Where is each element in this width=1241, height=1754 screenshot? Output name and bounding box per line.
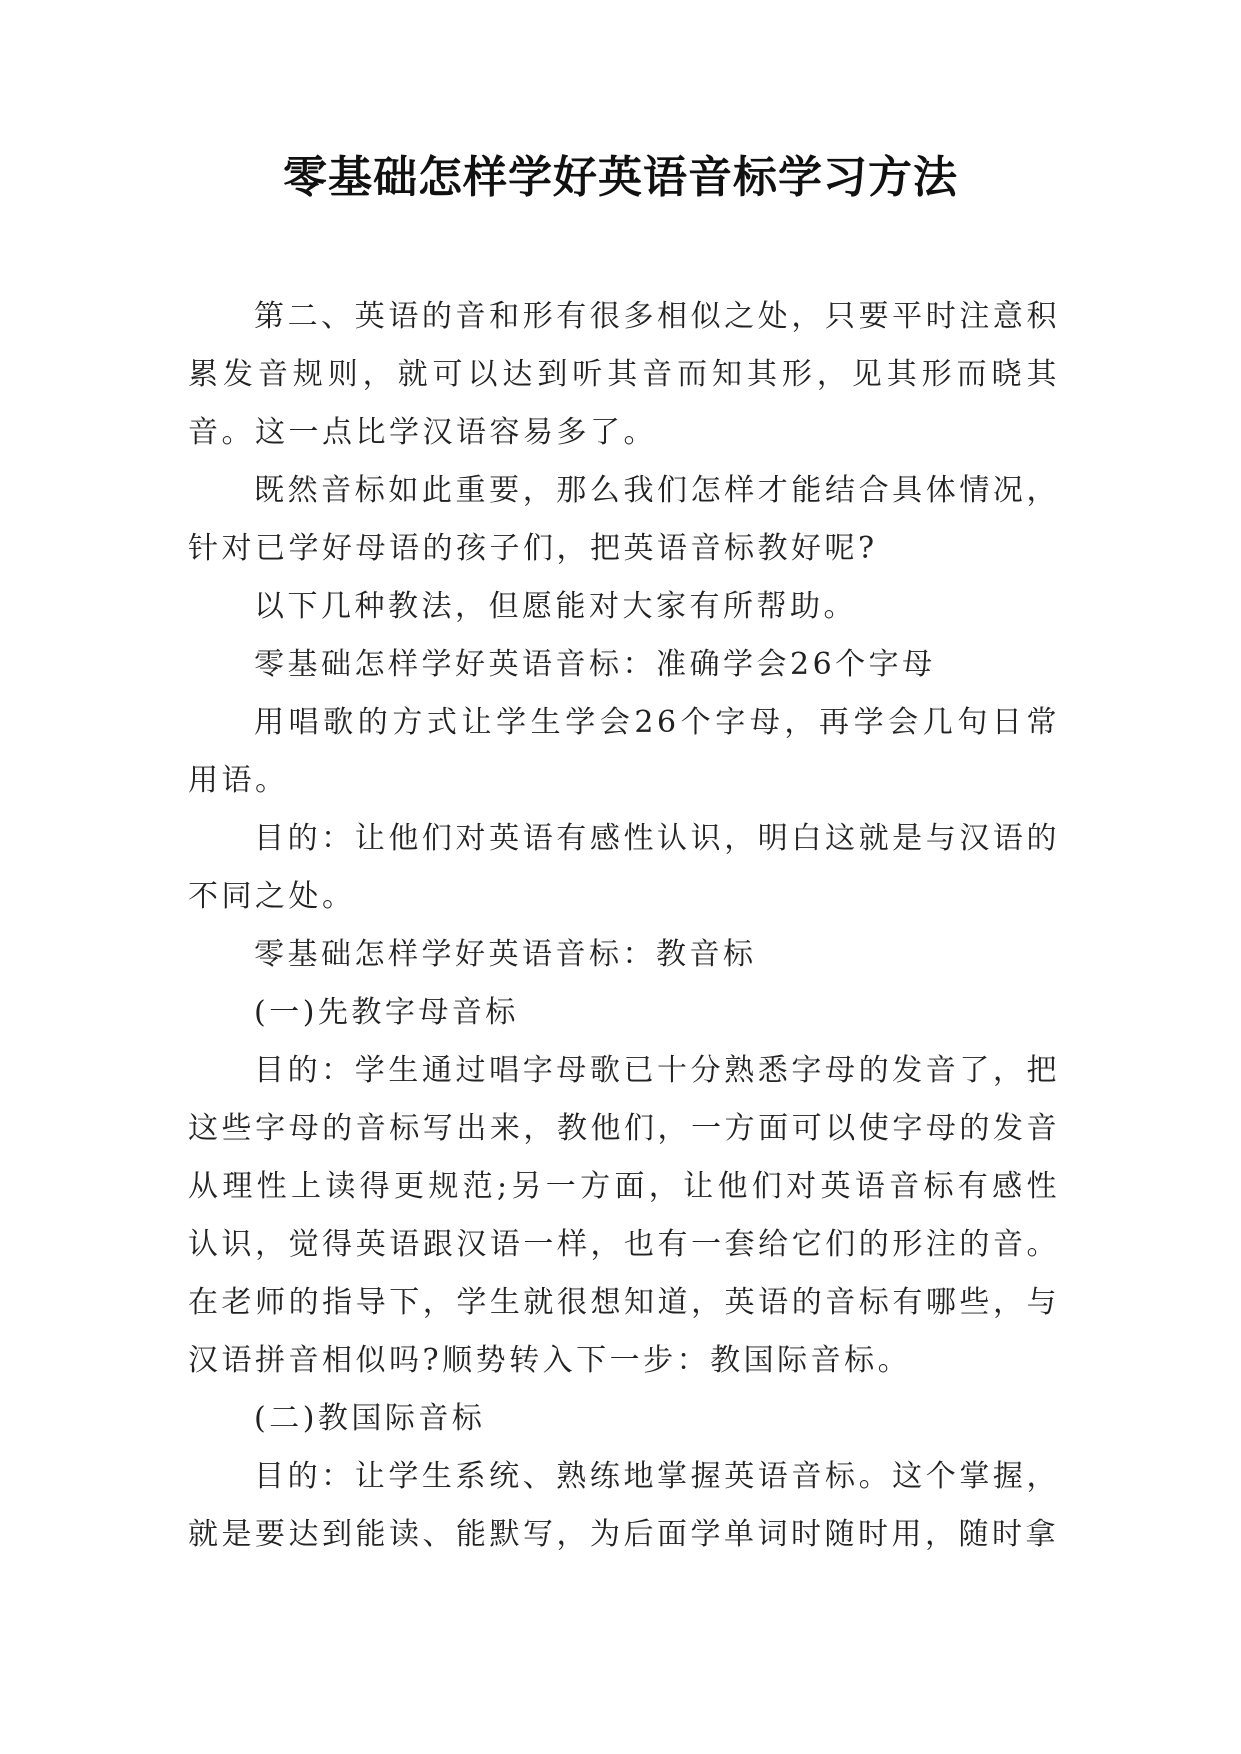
section-heading: 零基础怎样学好英语音标：准确学会26个字母 — [254, 647, 936, 682]
paragraph: 第二、英语的音和形有很多相似之处，只要平时注意积累发音规则，就可以达到听其音而知其形，见其形而晓其音。这一点比学汉语容易多了。 — [188, 299, 1060, 450]
paragraph: 目的：让他们对英语有感性认识，明白这就是与汉语的不同之处。 — [188, 821, 1060, 914]
paragraph: 既然音标如此重要，那么我们怎样才能结合具体情况，针对已学好母语的孩子们，把英语音标教好呢? — [188, 473, 1060, 566]
subsection-heading: (一)先教字母音标 — [254, 995, 519, 1030]
paragraph: 用唱歌的方式让学生学会26个字母，再学会几句日常用语。 — [188, 705, 1060, 798]
paragraph: 目的：学生通过唱字母歌已十分熟悉字母的发音了，把这些字母的音标写出来，教他们，一方面可以使字母的发音从理性上读得更规范;另一方面，让他们对英语音标有感性认识，觉得英语跟汉语一样，也有一套给它们的形注的音。在老师的指导下，学生就很想知道，英语的音标有哪些，与汉语拼音相似吗?顺势转入下一步：教国际音标。 — [188, 1053, 1060, 1378]
document-title: 零基础怎样学好英语音标学习方法 — [283, 152, 958, 203]
document-body — [188, 288, 1060, 1564]
paragraph: 以下几种教法，但愿能对大家有所帮助。 — [254, 589, 857, 624]
paragraph: 目的：让学生系统、熟练地掌握英语音标。这个掌握，就是要达到能读、能默写，为后面学单词时随时用，随时拿 — [188, 1459, 1060, 1552]
section-heading: 零基础怎样学好英语音标：教音标 — [254, 937, 757, 972]
subsection-heading: (二)教国际音标 — [254, 1401, 486, 1436]
